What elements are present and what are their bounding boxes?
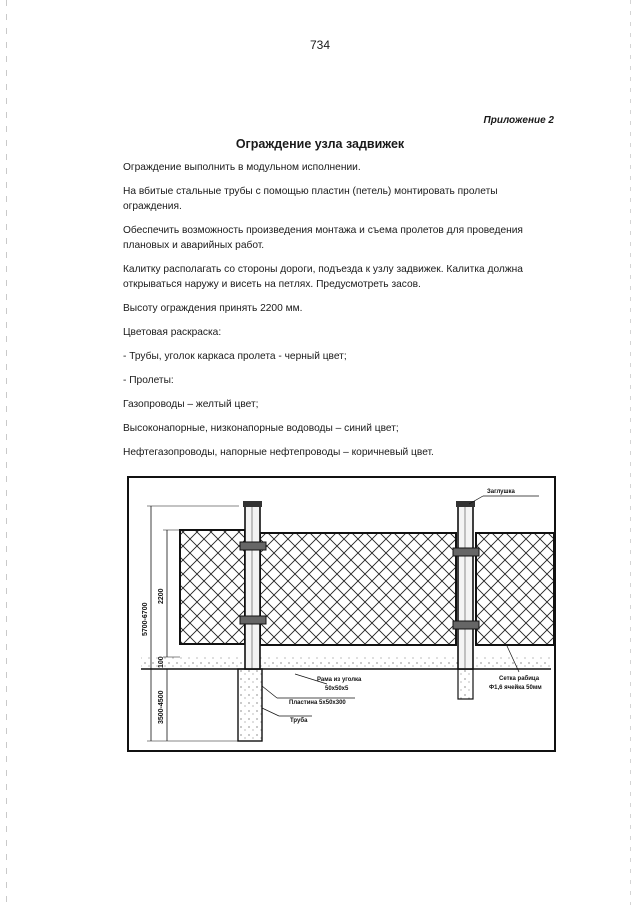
paragraph: На вбитые стальные трубы с помощью пластин (петель) монтировать пролеты ограждения. (123, 186, 498, 212)
plate (453, 621, 479, 629)
document-title: Ограждение узла задвижек (235, 137, 405, 151)
paragraph: - Пролеты: (123, 375, 174, 386)
body-text (123, 160, 543, 469)
paragraph: Калитку располагать со стороны дороги, подъезда к узлу задвижек. Калитка должна открываться наружу и висеть на петлях. Предусмотреть засов. (123, 264, 523, 290)
fence-drawing (127, 476, 557, 753)
mesh-panel-left (180, 530, 245, 644)
pipe-underground-left (238, 669, 262, 741)
paragraph: Высоту ограждения принять 2200 мм. (123, 303, 303, 314)
page-number: 734 (309, 38, 331, 52)
paragraph: Цветовая раскраска: (123, 327, 222, 338)
label-frame-1: Рама из уголка (317, 677, 362, 683)
paragraph: Высоконапорные, низконапорные водоводы – синий цвет; (123, 423, 399, 434)
paragraph: Газопроводы – желтый цвет; (123, 399, 259, 410)
label-plate: Пластина 5х50х300 (289, 700, 346, 706)
ground-strip (141, 657, 551, 669)
paragraph: Ограждение выполнить в модульном исполнении. (123, 162, 361, 173)
post-left (245, 506, 260, 669)
plate (240, 542, 266, 550)
dim-height-label: 2200 (158, 588, 165, 604)
label-mesh-1: Сетка рабица (499, 676, 540, 682)
pipe-underground-right (458, 669, 473, 699)
label-frame-2: 50х50х5 (325, 686, 349, 692)
dim-total-label: 5700-6700 (142, 602, 149, 636)
dim-depth-label: 3500-4500 (158, 690, 165, 724)
label-mesh-2: Ф1,6 ячейка 50мм (489, 685, 542, 691)
label-pipe: Труба (290, 718, 308, 724)
appendix-label: Приложение 2 (483, 115, 554, 126)
dim-ground-label: 100 (158, 656, 165, 668)
post-right (458, 506, 473, 669)
paragraph: Обеспечить возможность произведения монтажа и съема пролетов для проведения плановых и аварийных работ. (123, 225, 523, 251)
paragraph: Нефтегазопроводы, напорные нефтепроводы – коричневый цвет. (123, 447, 434, 458)
mesh-panel-right (476, 533, 554, 645)
plate (453, 548, 479, 556)
paragraph: - Трубы, уголок каркаса пролета - черный цвет; (123, 351, 347, 362)
plate (240, 616, 266, 624)
post-cap-left (243, 501, 262, 507)
scan-edge-left (6, 0, 7, 905)
label-plug: Заглушка (487, 489, 515, 495)
scan-edge-right (630, 0, 631, 905)
mesh-panel-center (260, 533, 456, 645)
